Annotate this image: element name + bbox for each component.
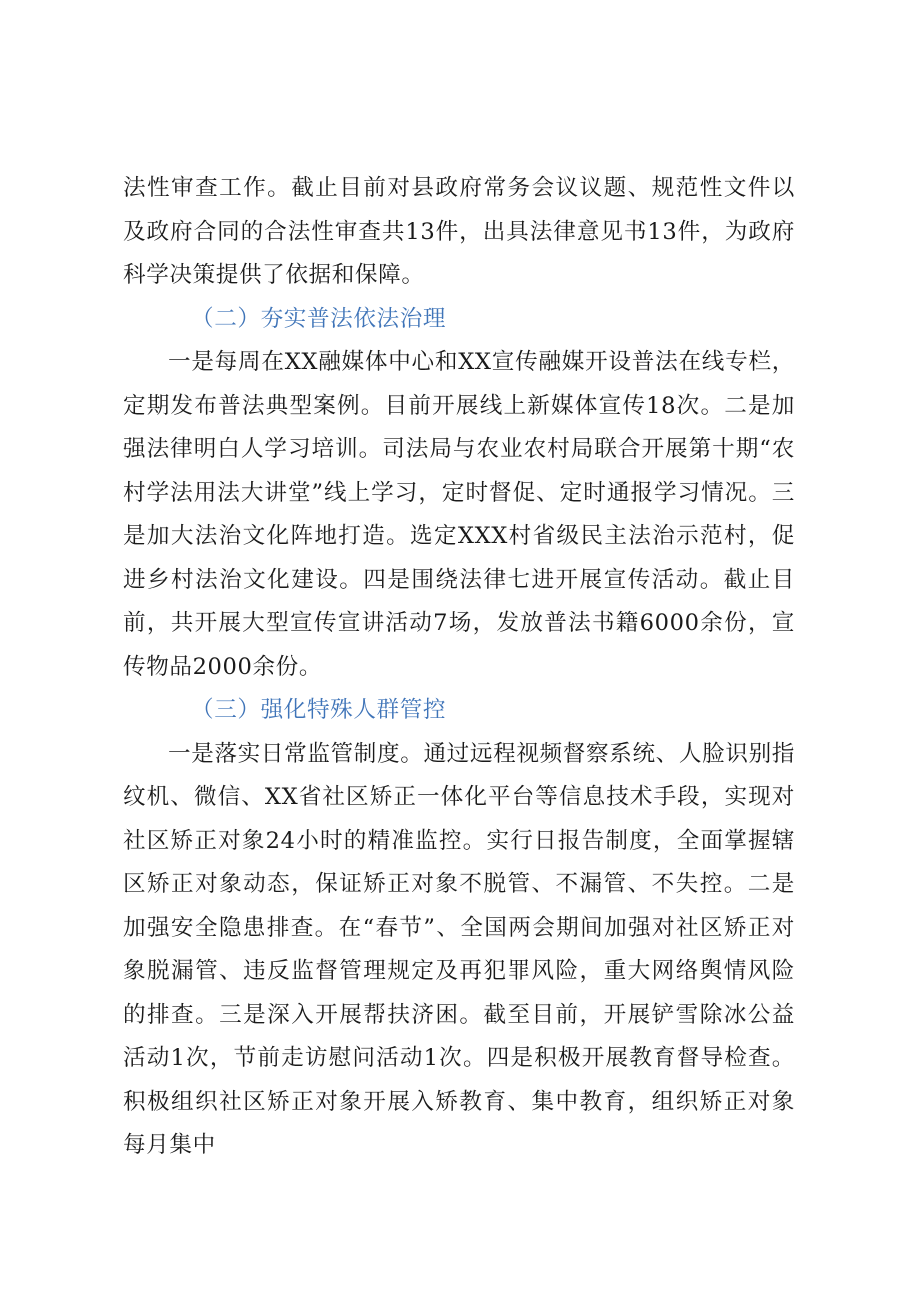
paragraph-law-popularization: 一是每周在XX融媒体中心和XX宣传融媒开设普法在线专栏，定期发布普法典型案例。目前开展线上新媒体宣传18次。二是加强法律明白人学习培训。司法局与农业农村局联合开展第十期“农村学法用法大讲堂”线上学习，定时督促、定时通报学习情况。三是加大法治文化阵地打造。选定XXX村省级民主法治示范村，促进乡村法治文化建设。四是围绕法律七进开展宣传活动。截止目前，共开展大型宣传宣讲活动7场，发放普法书籍6000余份，宣传物品2000余份。 bbox=[123, 349, 795, 680]
paragraph-legality-review: 法性审查工作。截止目前对县政府常务会议议题、规范性文件以及政府合同的合法性审查共13件，出具法律意见书13件，为政府科学决策提供了依据和保障。 bbox=[123, 175, 795, 288]
paragraph-special-groups: 一是落实日常监管制度。通过远程视频督察系统、人脸识别指纹机、微信、XX省社区矫正一体化平台等信息技术手段，实现对社区矫正对象24小时的精准监控。实行日报告制度，全面掌握辖区矫正对象动态，保证矫正对象不脱管、不漏管、不失控。二是加强安全隐患排查。在“春节”、全国两会期间加强对社区矫正对象脱漏管、违反监督管理规定及再犯罪风险，重大网络舆情风险的排查。三是深入开展帮扶济困。截至目前，开展铲雪除冰公益活动1次，节前走访慰问活动1次。四是积极开展教育督导检查。积极组织社区矫正对象开展入矫教育、集中教育，组织矫正对象每月集中 bbox=[123, 740, 795, 1158]
section-heading-law-popularization: （二）夯实普法依法治理 bbox=[191, 305, 447, 332]
section-heading-special-groups: （三）强化特殊人群管控 bbox=[191, 697, 447, 723]
document-body bbox=[123, 167, 795, 1168]
